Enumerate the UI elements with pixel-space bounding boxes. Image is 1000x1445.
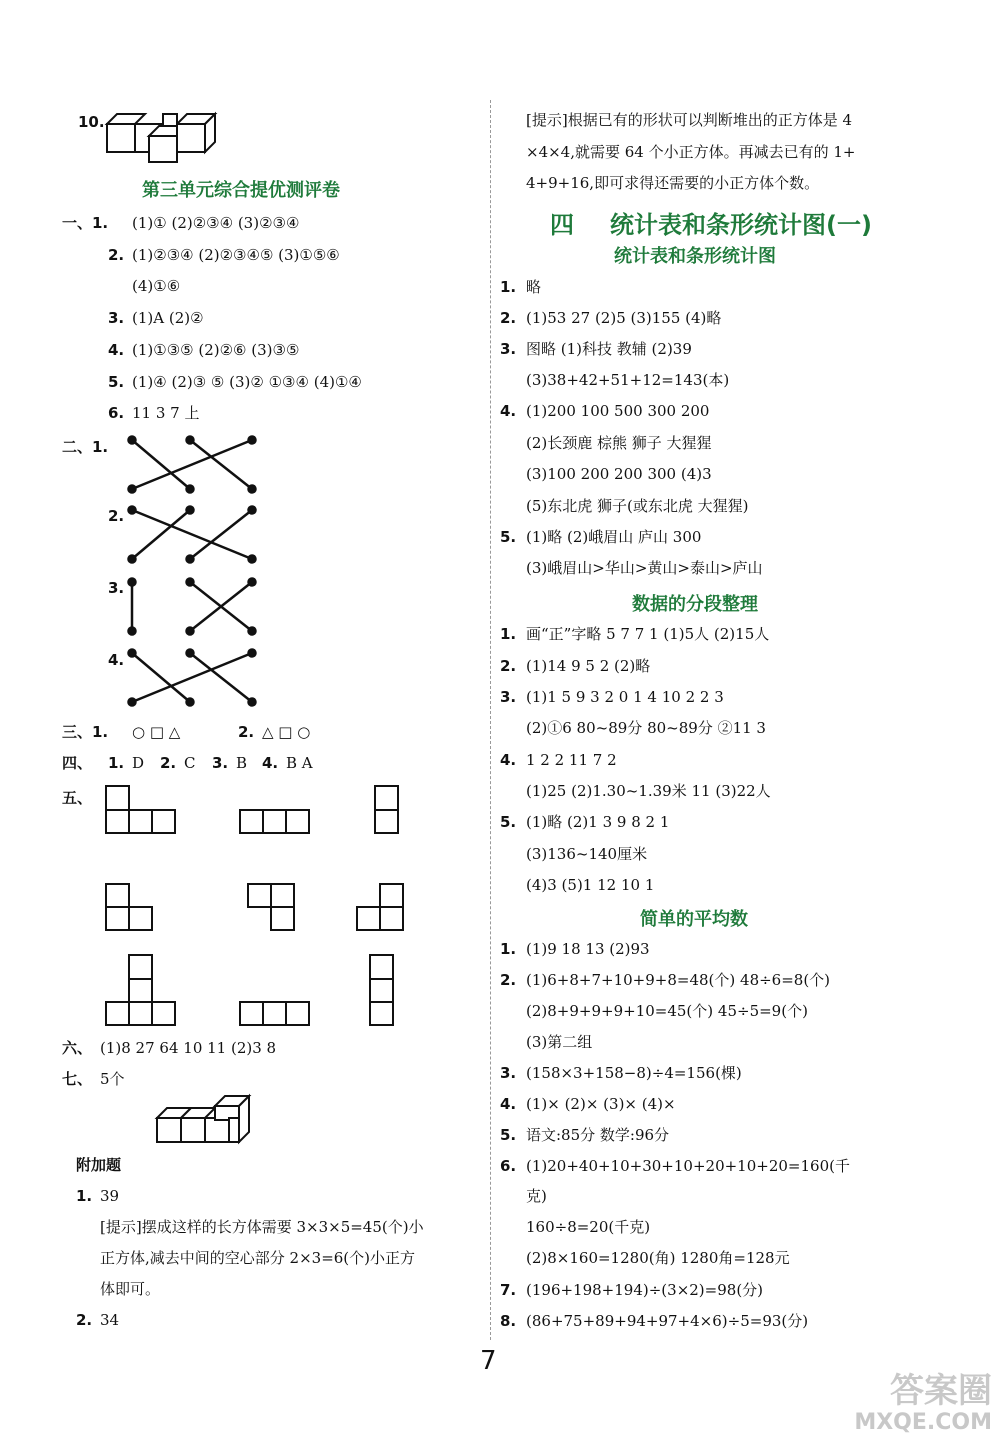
extra-text-3: 正方体,减去中间的空心部分 2×3=6(个)小正方 — [100, 1249, 416, 1267]
s1-text-6: 11 3 7 上 — [132, 404, 200, 422]
sec2-text-7: (3)136~140厘米 — [526, 845, 648, 863]
s1-num-6: 6. — [108, 404, 125, 422]
view-drawings — [0, 0, 490, 1060]
s1-text-1: (1)②③④ (2)②③④⑤ (3)①⑤⑥ — [132, 246, 340, 264]
s3-num: 三、1. — [62, 723, 109, 741]
extra-text-1: 39 — [100, 1187, 120, 1205]
s2-label: 二、1. — [62, 438, 109, 456]
sec1-num-0: 1. — [500, 278, 517, 296]
s4-num-1: 1. — [108, 754, 125, 772]
sec2-text-0: 画“正”字略 5 7 7 1 (1)5人 (2)15人 — [526, 625, 770, 643]
sec1-text-0: 略 — [526, 278, 542, 296]
sec3-text-6: 语文:85分 数学:96分 — [526, 1126, 670, 1144]
sec3-num-12: 8. — [500, 1312, 517, 1330]
page-number: 7 — [480, 1346, 497, 1376]
sec1-num-2: 3. — [500, 340, 517, 358]
extra-num-2: 2. — [76, 1311, 93, 1329]
s4-val-4: B A — [286, 754, 313, 772]
sec1-text-3: (3)38+42+51+12=143(本) — [526, 371, 730, 389]
s3-num-2: 2. — [238, 723, 255, 741]
s1-text-2: (4)①⑥ — [132, 277, 181, 295]
s7-cube-drawing — [155, 1096, 255, 1156]
s1-num-5: 5. — [108, 373, 125, 391]
s4-val-3: B — [236, 754, 248, 772]
s4-label: 四、 — [62, 754, 93, 772]
sec2-text-4: 1 2 2 11 7 2 — [526, 751, 617, 769]
sec3-text-0: (1)9 18 13 (2)93 — [526, 940, 650, 958]
sec3-num-4: 3. — [500, 1064, 517, 1082]
s1-text-4: (1)①③⑤ (2)②⑥ (3)③⑤ — [132, 341, 300, 359]
sec3-num-5: 4. — [500, 1095, 517, 1113]
s4-val-1: D — [132, 754, 145, 772]
sec1-text-2: 图略 (1)科技 教辅 (2)39 — [526, 340, 692, 358]
s4-num-3: 3. — [212, 754, 229, 772]
sec2-num-0: 1. — [500, 625, 517, 643]
hint-line-1: [提示]根据已有的形状可以判断堆出的正方体是 4 — [526, 111, 853, 129]
extra-text-4: 体即可。 — [100, 1280, 161, 1298]
sec2-text-1: (1)14 9 5 2 (2)略 — [526, 657, 651, 675]
left-column — [0, 0, 490, 1445]
sec3-text-8: 克) — [526, 1187, 547, 1205]
extra-text-5: 34 — [100, 1311, 120, 1329]
sec2-text-6: (1)略 (2)1 3 9 8 2 1 — [526, 813, 670, 831]
s1-num-4: 4. — [108, 341, 125, 359]
s7-text: 5个 — [100, 1070, 125, 1088]
s4-num-4: 4. — [262, 754, 279, 772]
sec3-num-0: 1. — [500, 940, 517, 958]
sec3-num-6: 5. — [500, 1126, 517, 1144]
s1-text-0: (1)① (2)②③④ (3)②③④ — [132, 214, 300, 232]
sec1-num-1: 2. — [500, 309, 517, 327]
sec3-text-5: (1)× (2)× (3)× (4)× — [526, 1095, 676, 1113]
s3-text-2: △ □ ○ — [262, 723, 311, 741]
q10-number: 10. — [78, 113, 105, 131]
watermark-line-1: 答案圈 — [890, 1371, 992, 1412]
sec2-num-1: 2. — [500, 657, 517, 675]
extra-title: 附加题 — [76, 1156, 122, 1174]
s4-val-2: C — [184, 754, 196, 772]
s1-num-0: 一、1. — [62, 214, 109, 232]
extra-text-2: [提示]摆成这样的长方体需要 3×3×5=45(个)小 — [100, 1218, 424, 1236]
s4-num-2: 2. — [160, 754, 177, 772]
watermark — [854, 1373, 992, 1435]
extra-num-1: 1. — [76, 1187, 93, 1205]
sec3-num-1: 2. — [500, 971, 517, 989]
s1-text-3: (1)A (2)② — [132, 309, 204, 327]
sec2-text-8: (4)3 (5)1 12 10 1 — [526, 876, 655, 894]
right-column — [490, 0, 1000, 1445]
section2-title: 数据的分段整理 — [632, 594, 758, 615]
s2-num-3: 3. — [108, 579, 125, 597]
s1-num-1: 2. — [108, 246, 125, 264]
sec3-text-2: (2)8+9+9+9+10=45(个) 45÷5=9(个) — [526, 1002, 808, 1020]
sec2-text-2: (1)1 5 9 3 2 0 1 4 10 2 2 3 — [526, 688, 724, 706]
s2-num-4: 4. — [108, 651, 125, 669]
section3-title: 简单的平均数 — [640, 909, 748, 930]
s1-text-5: (1)④ (2)③ ⑤ (3)② ①③④ (4)①④ — [132, 373, 362, 391]
sec3-text-4: (158×3+158−8)÷4=156(棵) — [526, 1064, 742, 1082]
s6-text: (1)8 27 64 10 11 (2)3 8 — [100, 1039, 277, 1057]
sec2-text-3: (2)①6 80~89分 80~89分 ②11 3 — [526, 719, 766, 737]
sec3-num-7: 6. — [500, 1157, 517, 1175]
sec1-text-1: (1)53 27 (2)5 (3)155 (4)略 — [526, 309, 722, 327]
s2-num-2: 2. — [108, 507, 125, 525]
watermark-line-2: MXQE.COM — [854, 1409, 992, 1435]
unit3-title: 第三单元综合提优测评卷 — [142, 180, 340, 201]
sec2-text-5: (1)25 (2)1.30~1.39米 11 (3)22人 — [526, 782, 771, 800]
s5-label: 五、 — [62, 789, 93, 807]
sec1-text-5: (2)长颈鹿 棕熊 狮子 大猩猩 — [526, 434, 712, 452]
sec3-text-11: (196+198+194)÷(3×2)=98(分) — [526, 1281, 764, 1299]
section1-title: 统计表和条形统计图 — [614, 246, 776, 267]
sec3-text-1: (1)6+8+7+10+9+8=48(个) 48÷6=8(个) — [526, 971, 831, 989]
s7-label: 七、 — [62, 1070, 93, 1088]
sec1-num-8: 5. — [500, 528, 517, 546]
sec2-num-2: 3. — [500, 688, 517, 706]
s1-num-3: 3. — [108, 309, 125, 327]
sec3-text-7: (1)20+40+10+30+10+20+10+20=160(千 — [526, 1157, 850, 1175]
sec1-num-4: 4. — [500, 402, 517, 420]
sec3-num-11: 7. — [500, 1281, 517, 1299]
sec3-text-12: (86+75+89+94+97+4×6)÷5=93(分) — [526, 1312, 809, 1330]
sec1-text-4: (1)200 100 500 300 200 — [526, 402, 710, 420]
chapter-title: 统计表和条形统计图(一) — [610, 211, 872, 239]
sec1-text-6: (3)100 200 200 300 (4)3 — [526, 465, 712, 483]
sec1-text-8: (1)略 (2)峨眉山 庐山 300 — [526, 528, 702, 546]
s3-text-1: ○ □ △ — [132, 723, 181, 741]
hint-line-2: ×4×4,就需要 64 个小正方体。再减去已有的 1+ — [526, 143, 856, 161]
s6-label: 六、 — [62, 1039, 93, 1057]
chapter-number: 四 — [550, 211, 574, 239]
sec1-text-7: (5)东北虎 狮子(或东北虎 大猩猩) — [526, 497, 749, 515]
sec3-text-9: 160÷8=20(千克) — [526, 1218, 651, 1236]
sec1-text-9: (3)峨眉山>华山>黄山>泰山>庐山 — [526, 559, 763, 577]
hint-line-3: 4+9+16,即可求得还需要的小正方体个数。 — [526, 174, 820, 192]
sec2-num-6: 5. — [500, 813, 517, 831]
sec3-text-10: (2)8×160=1280(角) 1280角=128元 — [526, 1249, 790, 1267]
sec2-num-4: 4. — [500, 751, 517, 769]
sec3-text-3: (3)第二组 — [526, 1033, 593, 1051]
